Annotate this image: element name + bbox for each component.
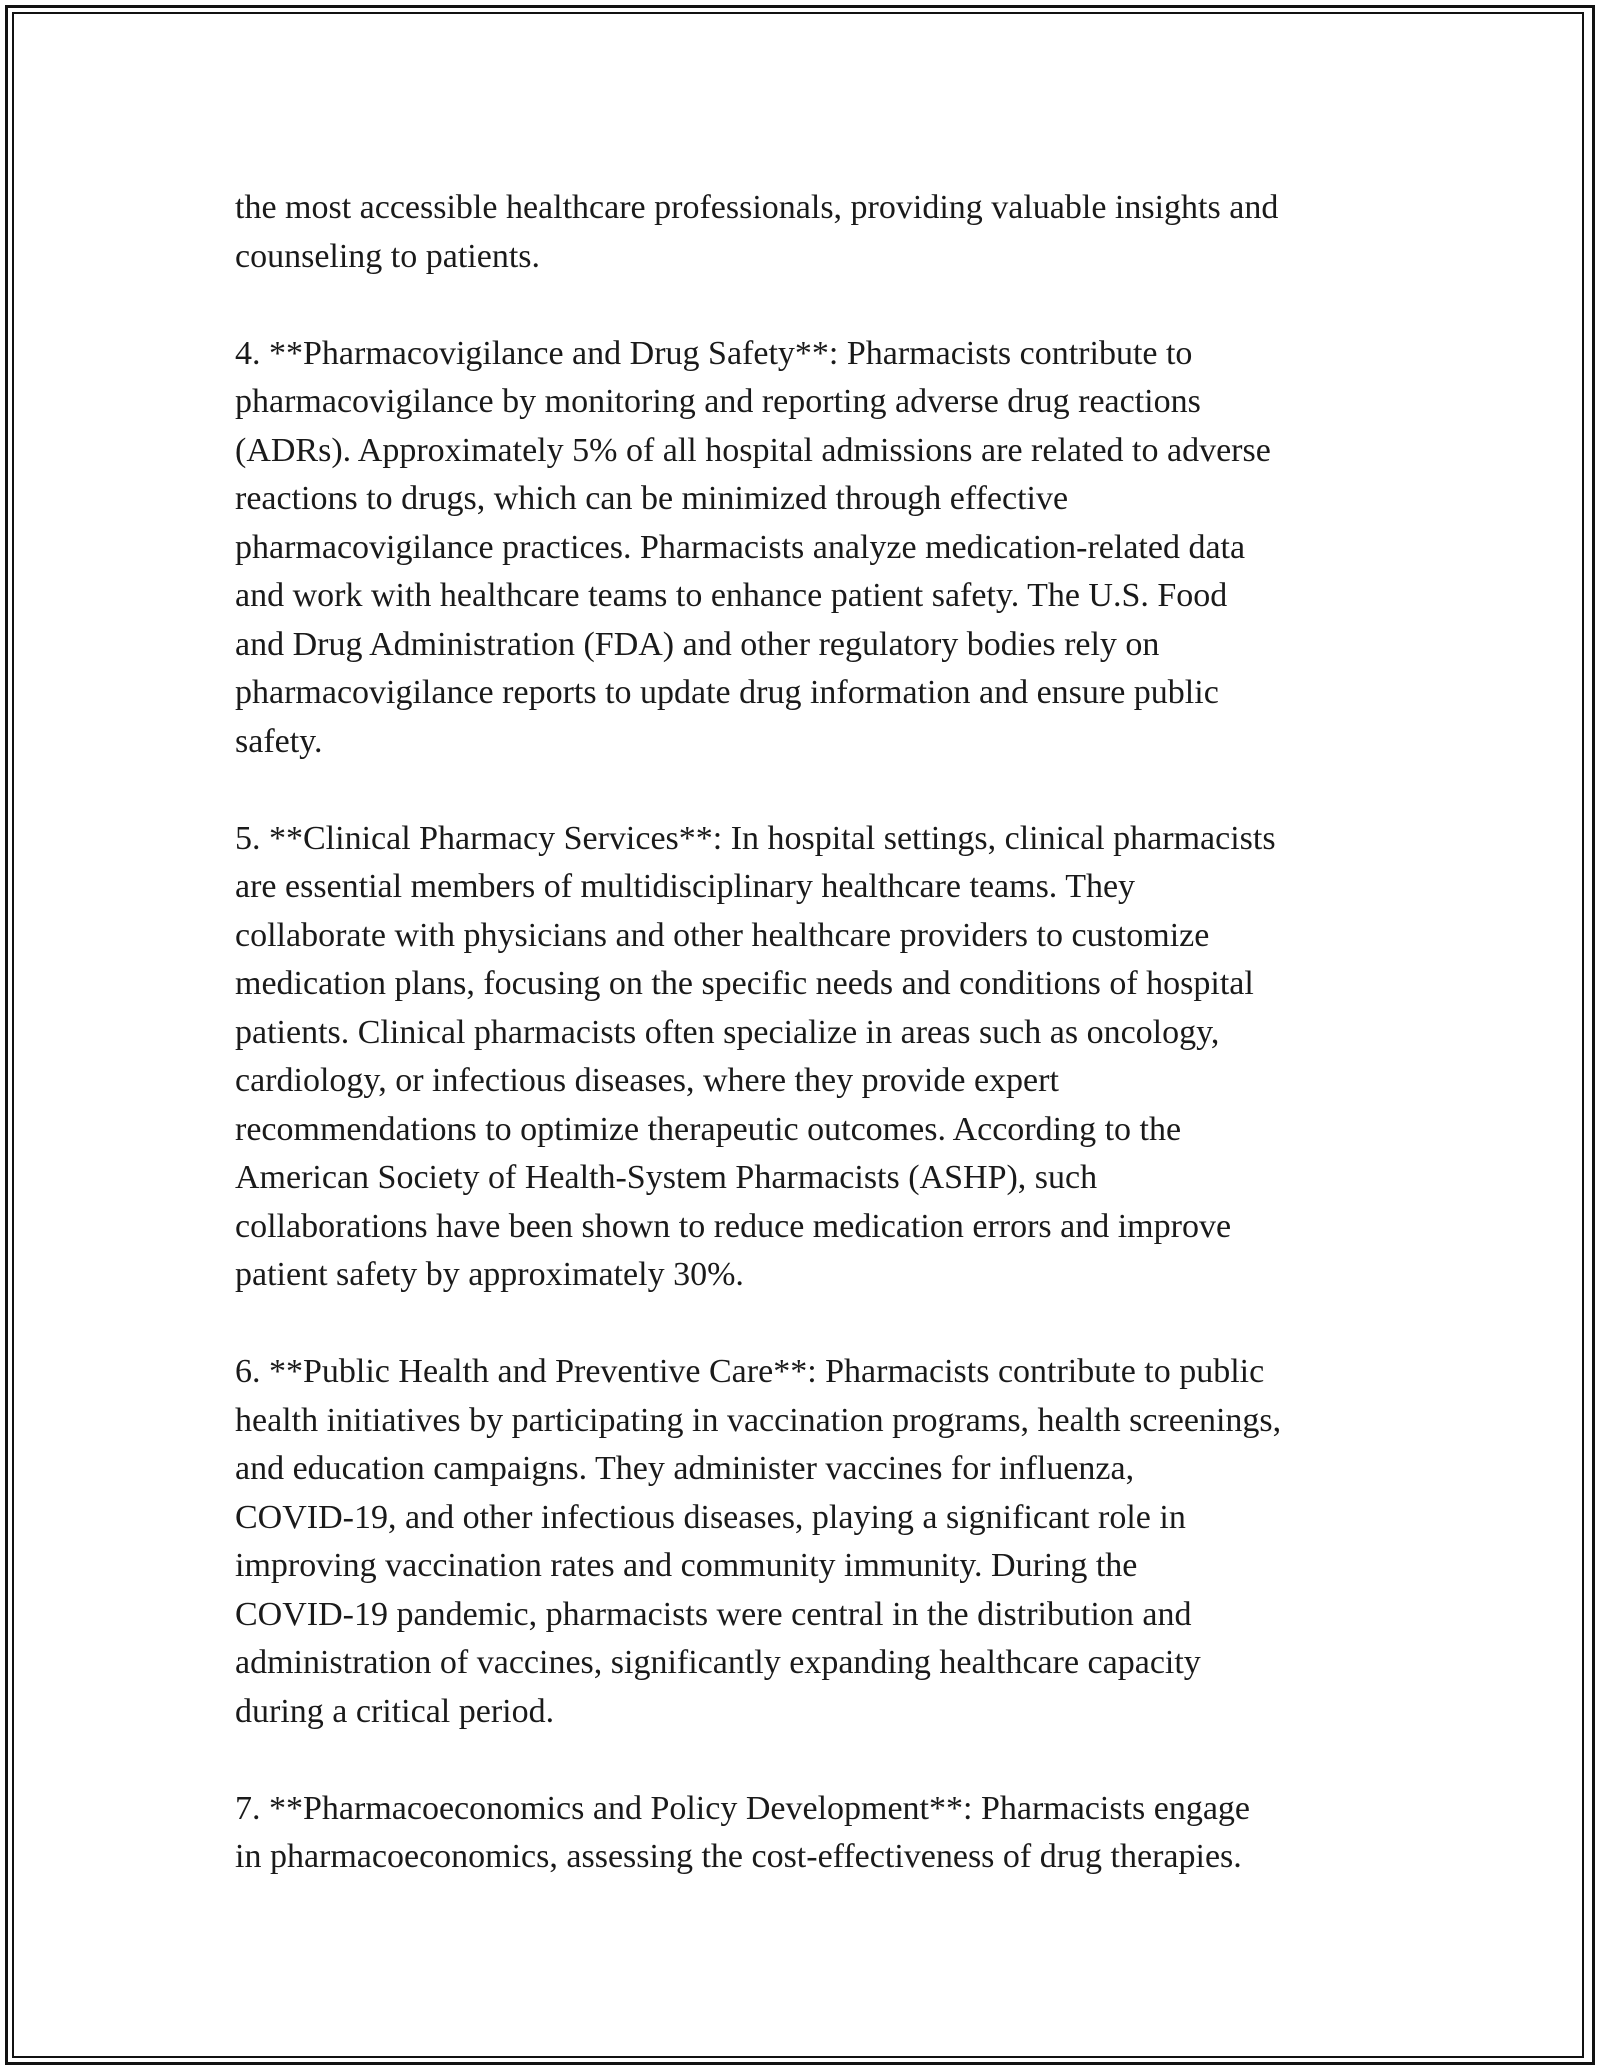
document-body bbox=[235, 184, 1375, 1930]
paragraph-pharmacoeconomics: 7. **Pharmacoeconomics and Policy Development**: Pharmacists engage in pharmacoeconomics, assessing the cost-effectiveness of drug therapies. bbox=[235, 1789, 1251, 1875]
paragraph-public-health: 6. **Public Health and Preventive Care**: Pharmacists contribute to public health initiatives by participating in vaccination programs, health screenings, and education campaigns. They administer vaccines for influenza, COVID-19, and other infectious diseases, playing a significant role in improving vaccination rates and community immunity. During the COVID-19 pandemic, pharmacists were central in the distribution and administration of vaccines, significantly expanding healthcare capacity during a critical period. bbox=[235, 1353, 1282, 1730]
paragraph-clinical-pharmacy: 5. **Clinical Pharmacy Services**: In hospital settings, clinical pharmacists are essential members of multidisciplinary healthcare teams. They collaborate with physicians and other healthcare providers to customize medication plans, focusing on the specific needs and conditions of hospital patients. Clinical pharmacists often specialize in areas such as oncology, cardiology, or infectious diseases, where they provide expert recommendations to optimize therapeutic outcomes. According to the American Society of Health-System Pharmacists (ASHP), such collaborations have been shown to reduce medication errors and improve patient safety by approximately 30%. bbox=[235, 819, 1276, 1293]
paragraph-continuation: the most accessible healthcare professionals, providing valuable insights and counseling to patients. bbox=[235, 189, 1279, 275]
paragraph-pharmacovigilance: 4. **Pharmacovigilance and Drug Safety**: Pharmacists contribute to pharmacovigilance by monitoring and reporting adverse drug reactions (ADRs). Approximately 5% of all hospital admissions are related to adverse reactions to drugs, which can be minimized through effective pharmacovigilance practices. Pharmacists analyze medication-related data and work with healthcare teams to enhance patient safety. The U.S. Food and Drug Administration (FDA) and other regulatory bodies rely on pharmacovigilance reports to update drug information and ensure public safety. bbox=[235, 334, 1271, 760]
